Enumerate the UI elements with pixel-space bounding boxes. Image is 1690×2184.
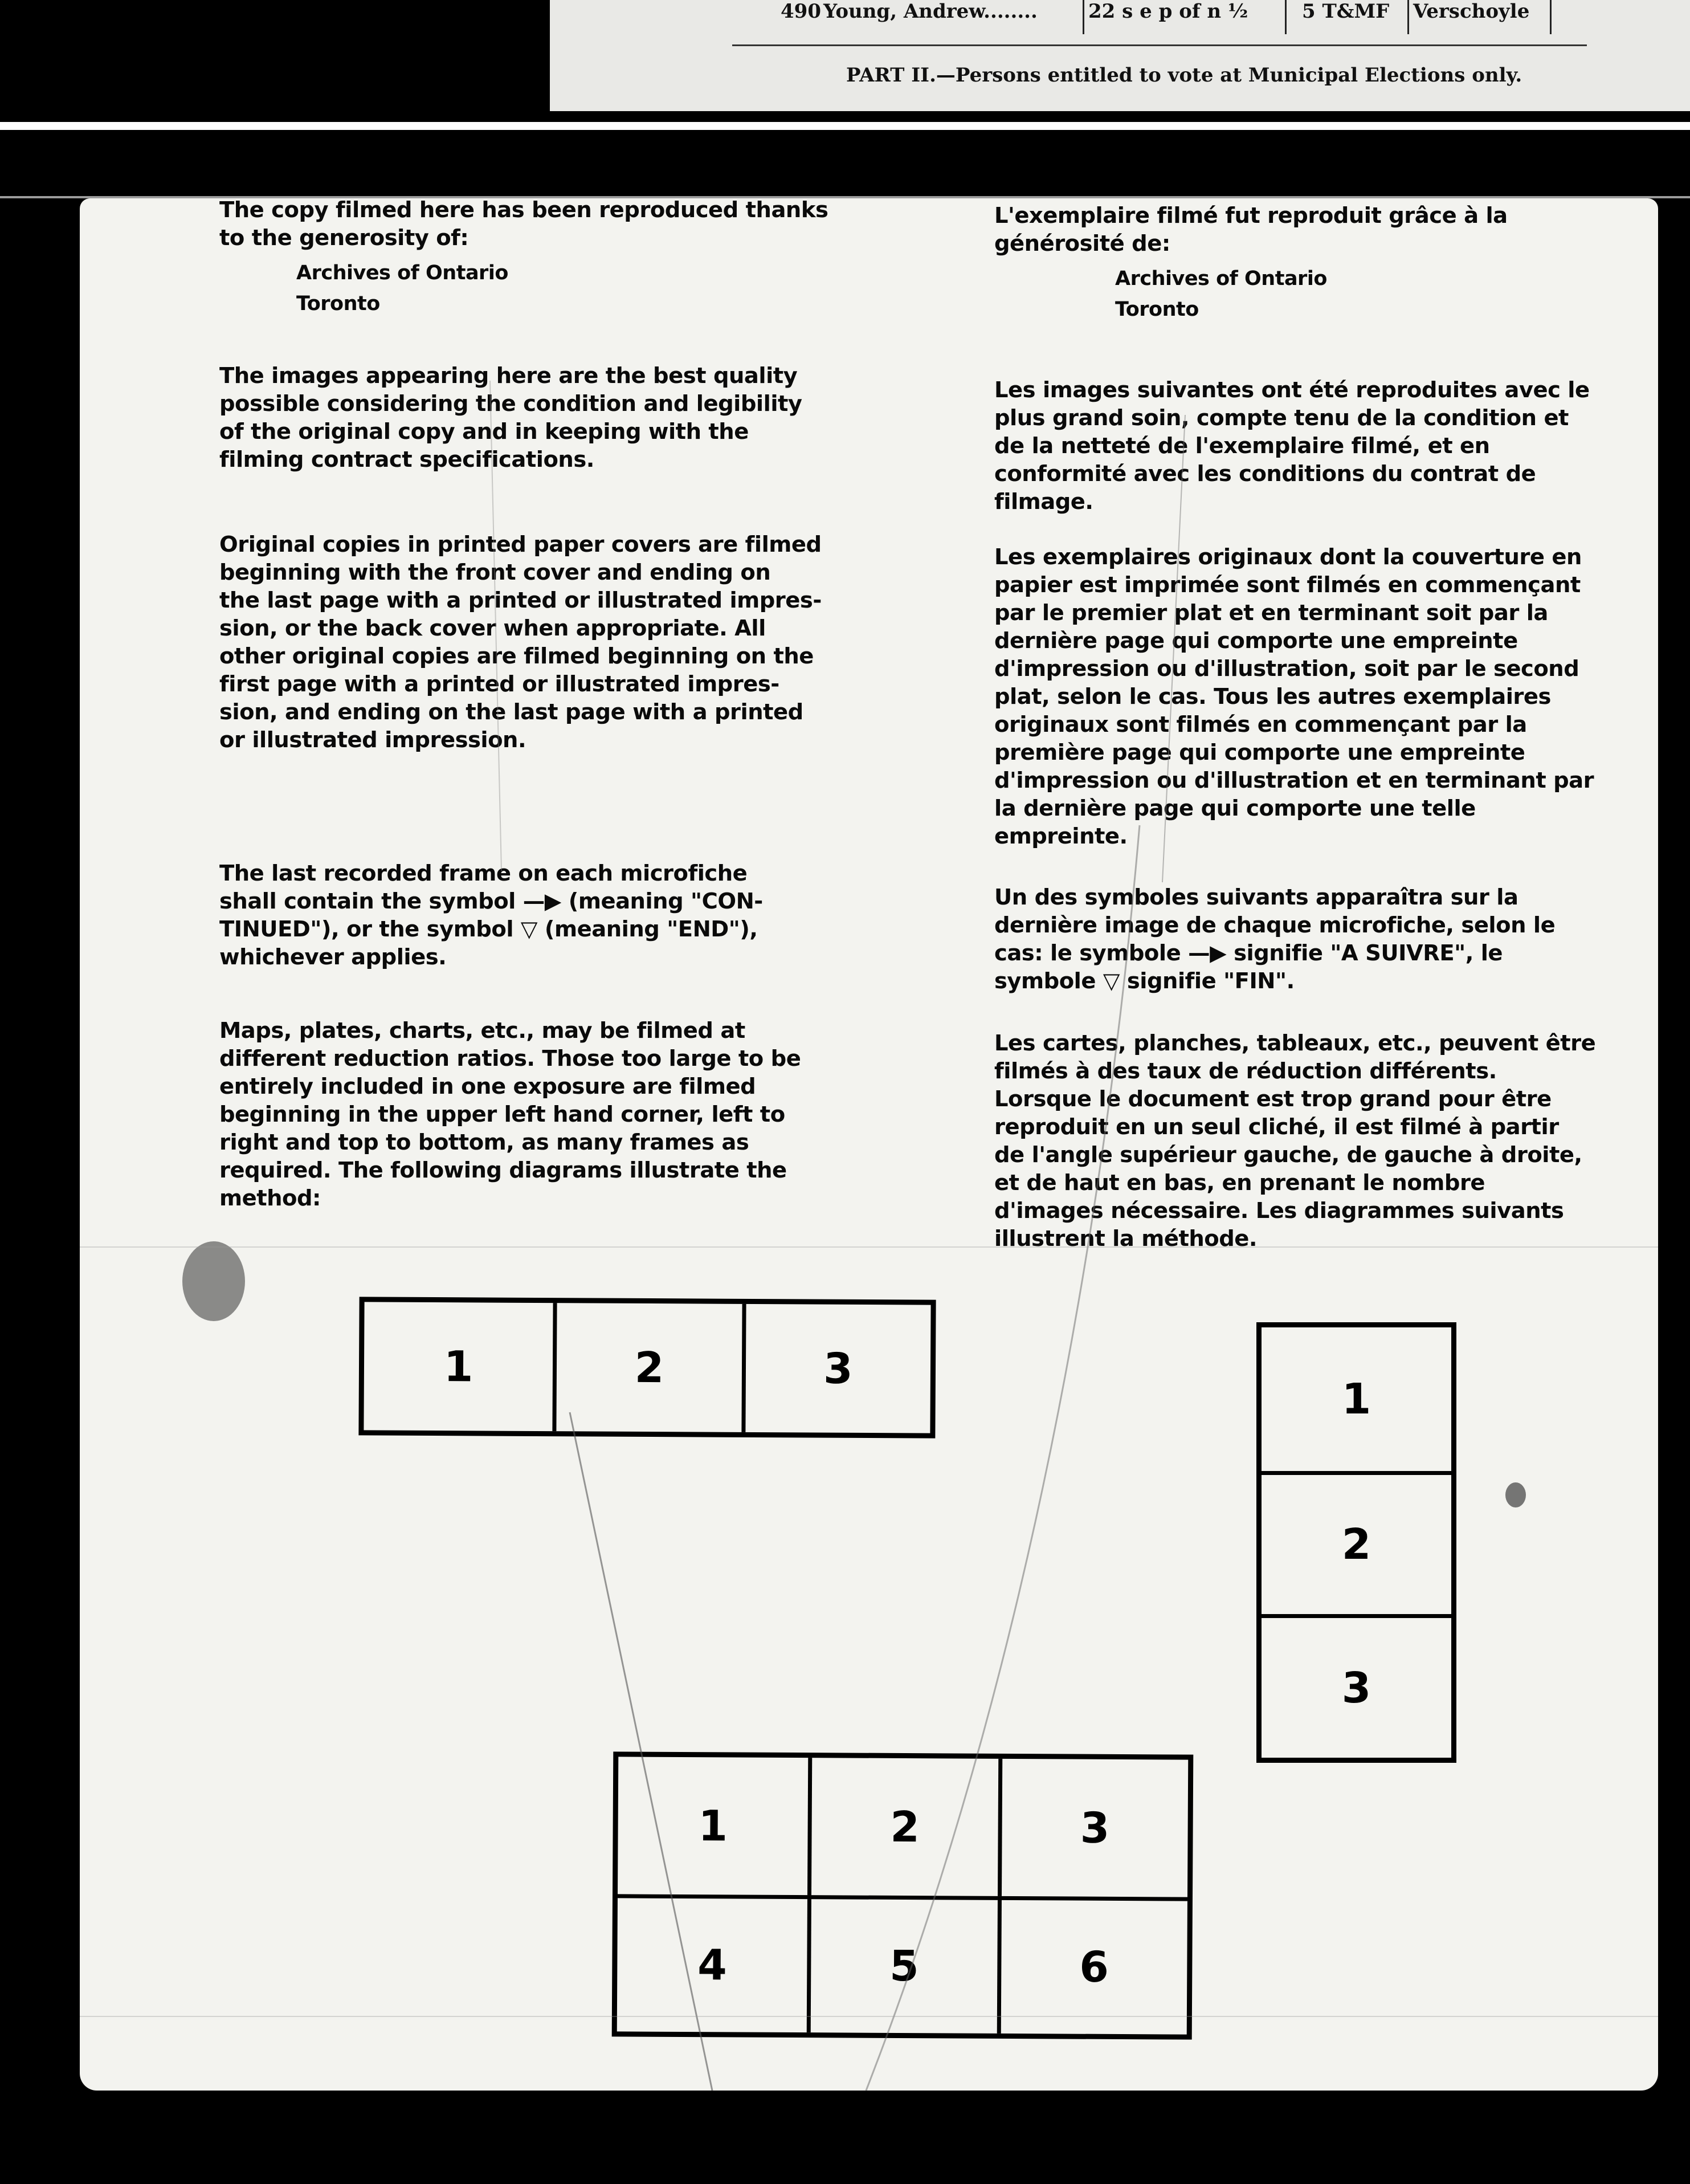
horizontal-rule xyxy=(732,44,1587,46)
film-edge-black xyxy=(0,0,550,111)
previous-page-strip xyxy=(550,0,1690,111)
credit-intro-fr: L'exemplaire filmé fut reproduit grâce à la générosité de: xyxy=(994,203,1508,256)
column-divider xyxy=(1407,0,1409,34)
para-symbols-fr: Un des symboles suivants apparaîtra sur la dernière image de chaque microfiche, selon le cas: le symbole —▶ signifie "A SUIVRE", le symbole ▽ signifie "FIN". xyxy=(994,885,1556,994)
column-divider xyxy=(1550,0,1552,34)
french-column xyxy=(994,202,1650,1253)
para-symbols-en: The last recorded frame on each microfiche shall contain the symbol —▶ (meaning "CON- TINUED"), or the symbol ▽ (meaning "END"), whichever applies. xyxy=(219,861,763,970)
voter-list-row xyxy=(550,0,1690,40)
institution-en: Archives of Ontario Toronto xyxy=(296,262,508,315)
column-divider xyxy=(1285,0,1287,34)
frame-cell: 3 xyxy=(741,1304,931,1433)
para-originals-en: Original copies in printed paper covers are filmed beginning with the front cover and ending on the last page with a printed or illustrated impres- sion, or the back cover when appropriate. All other original copies are filmed beginning on the first page with a printed or illustrated impres- sion, and ending on the last page with a printed or illustrated impression. xyxy=(219,532,822,753)
column-divider xyxy=(1083,0,1084,34)
frame-cell: 1 xyxy=(1341,1374,1371,1424)
entry-location: 22 s e p of n ½ xyxy=(1088,0,1248,23)
frame-cell: 3 xyxy=(998,1759,1189,1897)
frame-cell: 2 xyxy=(807,1758,998,1896)
frame-cell: 5 xyxy=(807,1895,998,2034)
para-maps-fr: Les cartes, planches, tableaux, etc., peuvent être filmés à des taux de réduction différents. Lorsque le document est trop grand pour être reproduit en un seul cliché, il est filmé à partir de l'angle supérieur gauche, de gauche à droite, et de haut en bas, en prenant le nombre d'images nécessaire. Les diagrammes suivants illustrent la méthode. xyxy=(994,1030,1596,1252)
para-quality-en: The images appearing here are the best quality possible considering the condition and legibility of the original copy and in keeping with the filming contract specifications. xyxy=(219,363,802,472)
english-column xyxy=(219,196,937,1212)
para-originals-fr: Les exemplaires originaux dont la couverture en papier est imprimée sont filmés en commençant par le premier plat et en terminant soit par la dernière page qui comporte une empreinte d'impression ou d'illustration, soit par le second plat, selon le cas. Tous les autres exemplaires originaux sont filmés en commençant par la première page qui comporte une empreinte d'impression ou d'illustration et en terminant par la dernière page qui comporte une telle empreinte. xyxy=(994,544,1594,849)
diagram-column-of-three xyxy=(1256,1322,1456,1763)
frame-cell: 1 xyxy=(443,1342,473,1391)
frame-cell: 6 xyxy=(997,1896,1187,2035)
diagram-grid-of-six xyxy=(612,1751,1194,2039)
diagram-row-of-three xyxy=(358,1297,936,1438)
entry-number: 490 xyxy=(781,0,821,23)
credit-intro-en: The copy filmed here has been reproduced thanks to the generosity of: xyxy=(219,197,828,251)
para-quality-fr: Les images suivantes ont été reproduites avec le plus grand soin, compte tenu de la condition et de la netteté de l'exemplaire filmé, et en conformité avec les conditions du contrat de filmage. xyxy=(994,377,1590,515)
para-maps-en: Maps, plates, charts, etc., may be filmed at different reduction ratios. Those too large to be entirely included in one exposure are filmed beginning in the upper left hand corner, left to right and top to bottom, as many frames as required. The following diagrams illustrate the method: xyxy=(219,1018,801,1211)
entry-place: Verschoyle xyxy=(1413,0,1530,23)
frame-cell: 2 xyxy=(553,1303,742,1432)
frame-cell: 3 xyxy=(1262,1614,1451,1758)
part-heading: PART II.—Persons entitled to vote at Municipal Elections only. xyxy=(846,64,1522,87)
microfilm-notice-page xyxy=(80,198,1658,2091)
frame-cell: 1 xyxy=(698,1801,728,1851)
frame-cell: 2 xyxy=(1262,1471,1451,1615)
entry-code: 5 T&MF xyxy=(1302,0,1390,23)
frame-cell: 4 xyxy=(617,1894,808,2032)
frame-separator xyxy=(0,122,1690,130)
entry-name: Young, Andrew........ xyxy=(823,0,1038,23)
institution-fr: Archives of Ontario Toronto xyxy=(1115,267,1327,321)
